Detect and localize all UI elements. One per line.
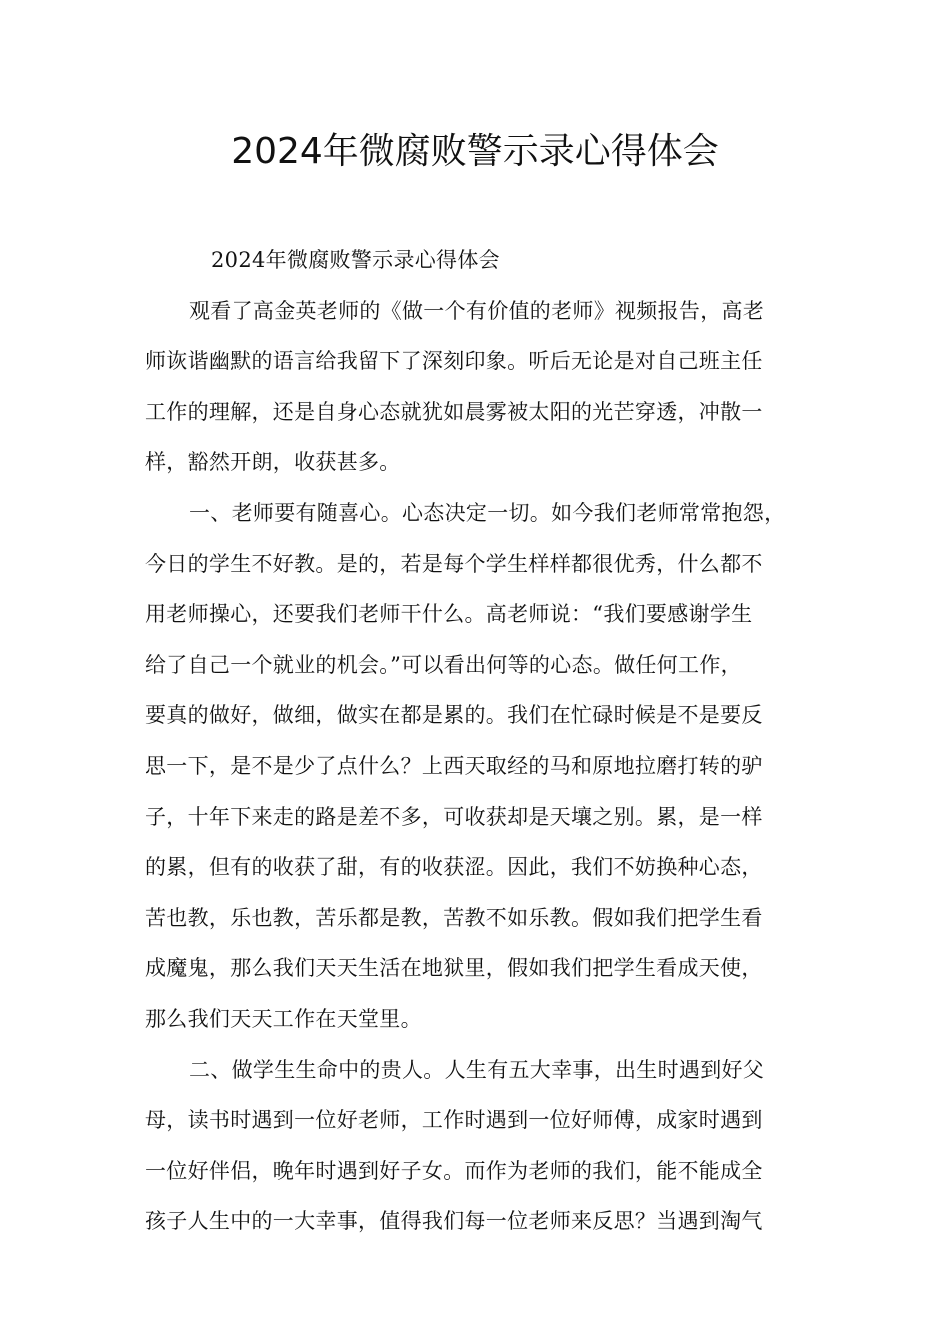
paragraph-line: 一、老师要有随喜心。心态决定一切。如今我们老师常常抱怨， (189, 500, 786, 525)
paragraph-line: 工作的理解，还是自身心态就犹如晨雾被太阳的光芒穿透，冲散一 (145, 399, 763, 424)
paragraph-line: 样，豁然开朗，收获甚多。 (145, 450, 401, 475)
paragraph-line: 一位好伴侣，晚年时遇到好子女。而作为老师的我们，能不能成全 (145, 1158, 763, 1183)
paragraph-line: 给了自己一个就业的机会。”可以看出何等的心态。做任何工作， (145, 652, 742, 677)
paragraph-line: 用老师操心，还要我们老师干什么。高老师说：“我们要感谢学生 (145, 602, 753, 627)
subtitle-line: 2024年微腐败警示录心得体会 (211, 248, 500, 272)
paragraph-line: 苦也教，乐也教，苦乐都是教，苦教不如乐教。假如我们把学生看 (145, 905, 763, 930)
paragraph-line: 师诙谐幽默的语言给我留下了深刻印象。听后无论是对自己班主任 (145, 349, 763, 374)
document-body (145, 235, 825, 1247)
paragraph-line: 成魔鬼，那么我们天天生活在地狱里，假如我们把学生看成天使， (145, 956, 763, 981)
paragraph-line: 今日的学生不好教。是的，若是每个学生样样都很优秀，什么都不 (145, 551, 763, 576)
paragraph-line: 观看了高金英老师的《做一个有价值的老师》视频报告，高老 (189, 298, 765, 323)
paragraph-line: 子，十年下来走的路是差不多，可收获却是天壤之别。累，是一样 (145, 804, 763, 829)
paragraph-line: 思一下，是不是少了点什么？上西天取经的马和原地拉磨打转的驴 (145, 753, 763, 778)
paragraph-line: 二、做学生生命中的贵人。人生有五大幸事，出生时遇到好父 (189, 1057, 765, 1082)
document-title: 2024年微腐败警示录心得体会 (231, 131, 719, 172)
paragraph-line: 的累，但有的收获了甜，有的收获涩。因此，我们不妨换种心态， (145, 855, 763, 880)
paragraph-line: 孩子人生中的一大幸事，值得我们每一位老师来反思？当遇到淘气 (145, 1209, 763, 1234)
paragraph-line: 母，读书时遇到一位好老师，工作时遇到一位好师傅，成家时遇到 (145, 1108, 763, 1133)
paragraph-line: 要真的做好，做细，做实在都是累的。我们在忙碌时候是不是要反 (145, 703, 763, 728)
paragraph-line: 那么我们天天工作在天堂里。 (145, 1006, 422, 1031)
